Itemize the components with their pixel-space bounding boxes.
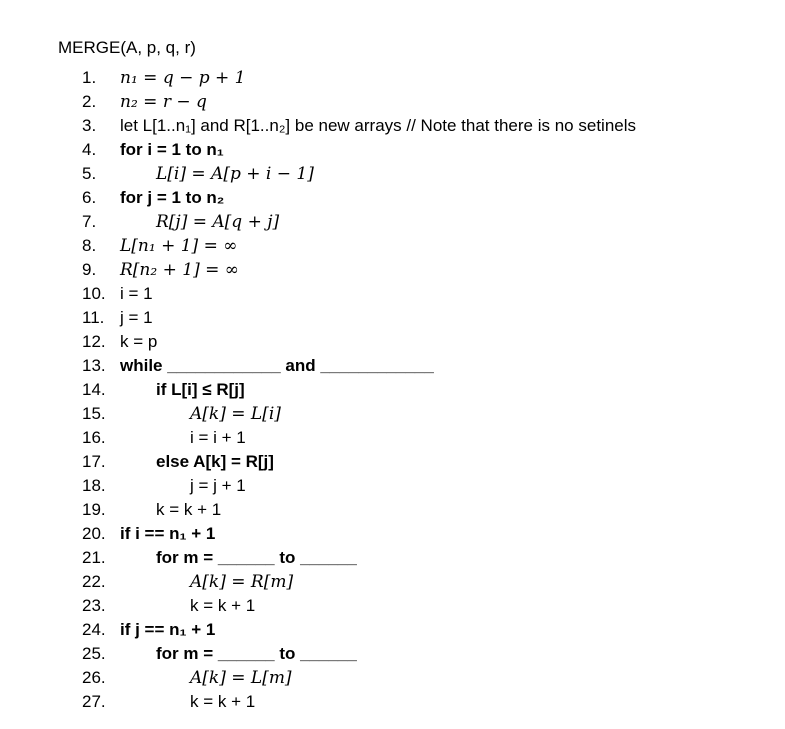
- line-text: [156, 546, 357, 570]
- line-number: 18.: [82, 476, 106, 495]
- line-number: 6.: [82, 188, 97, 207]
- line-text: [120, 66, 246, 90]
- line-number: 10.: [82, 284, 106, 303]
- line-text: [120, 330, 157, 354]
- line-content: R[n₂ + 1] = ∞: [120, 260, 239, 280]
- line-number: 8.: [82, 236, 97, 255]
- line-content: k = k + 1: [190, 692, 256, 711]
- line-number: 17.: [82, 452, 106, 471]
- line-text: [190, 402, 281, 426]
- line-content: if i == n₁ + 1: [120, 524, 216, 543]
- line-content: k = k + 1: [156, 500, 222, 519]
- line-text: [120, 618, 215, 642]
- line-content: j = j + 1: [190, 476, 246, 495]
- line-number: 20.: [82, 524, 106, 543]
- line-text: [120, 258, 239, 282]
- line-text: [120, 138, 224, 162]
- line-content: k = p: [120, 332, 158, 351]
- line-content: for m = ______ to ______: [156, 644, 357, 663]
- line-content: A[k] = L[i]: [190, 404, 281, 424]
- line-content: i = 1: [120, 284, 153, 303]
- line-content: if j == n₁ + 1: [120, 620, 216, 639]
- line-content: L[n₁ + 1] = ∞: [120, 236, 238, 256]
- line-text: [120, 306, 153, 330]
- line-content: else A[k] = R[j]: [156, 452, 274, 471]
- line-number: 23.: [82, 596, 106, 615]
- line-text: [190, 474, 246, 498]
- line-number: 3.: [82, 116, 97, 135]
- line-text: [190, 426, 246, 450]
- line-number: 16.: [82, 428, 106, 447]
- line-number: 9.: [82, 260, 97, 279]
- line-content: n₂ = r − q: [120, 92, 207, 112]
- line-number: 13.: [82, 356, 106, 375]
- line-content: k = k + 1: [190, 596, 256, 615]
- line-text: [156, 210, 279, 234]
- line-text: [156, 642, 357, 666]
- line-content: for i = 1 to n₁: [120, 140, 224, 159]
- line-content: for j = 1 to n₂: [120, 188, 225, 207]
- line-number: 21.: [82, 548, 106, 567]
- line-number: 5.: [82, 164, 97, 183]
- line-content: i = i + 1: [190, 428, 246, 447]
- line-content: while ____________ and ____________: [120, 356, 434, 375]
- line-number: 26.: [82, 668, 106, 687]
- line-number: 19.: [82, 500, 106, 519]
- line-text: [120, 354, 434, 378]
- line-text: [156, 450, 274, 474]
- line-content: j = 1: [120, 308, 153, 327]
- line-content: let L[1..n₁] and R[1..n₂] be new arrays // Note that there is no setinels: [120, 116, 637, 135]
- line-text: [120, 282, 153, 306]
- line-content: R[j] = A[q + j]: [156, 212, 280, 232]
- line-number: 4.: [82, 140, 97, 159]
- line-text: [120, 186, 224, 210]
- line-content: n₁ = q − p + 1: [120, 68, 246, 88]
- line-number: 24.: [82, 620, 106, 639]
- line-text: [120, 90, 207, 114]
- line-text: [190, 570, 293, 594]
- line-content: if L[i] ≤ R[j]: [156, 380, 245, 399]
- line-number: 7.: [82, 212, 97, 231]
- line-text: [120, 234, 237, 258]
- line-text: [156, 378, 245, 402]
- line-number: 15.: [82, 404, 106, 423]
- line-content: A[k] = R[m]: [190, 572, 294, 592]
- line-text: [156, 162, 314, 186]
- line-text: [120, 522, 215, 546]
- line-content: A[k] = L[m]: [190, 668, 292, 688]
- line-number: 22.: [82, 572, 106, 591]
- line-number: 2.: [82, 92, 97, 111]
- line-number: 12.: [82, 332, 106, 351]
- line-text: [156, 498, 221, 522]
- line-text: [190, 594, 255, 618]
- line-content: for m = ______ to ______: [156, 548, 357, 567]
- line-number: 25.: [82, 644, 106, 663]
- line-number: 14.: [82, 380, 106, 399]
- line-content: L[i] = A[p + i − 1]: [156, 164, 314, 184]
- line-text: [190, 690, 255, 714]
- line-number: 11.: [82, 308, 105, 327]
- line-number: 27.: [82, 692, 106, 711]
- procedure-title: MERGE(A, p, q, r): [58, 38, 196, 57]
- line-text: [120, 114, 636, 138]
- line-text: [190, 666, 292, 690]
- line-number: 1.: [82, 68, 97, 87]
